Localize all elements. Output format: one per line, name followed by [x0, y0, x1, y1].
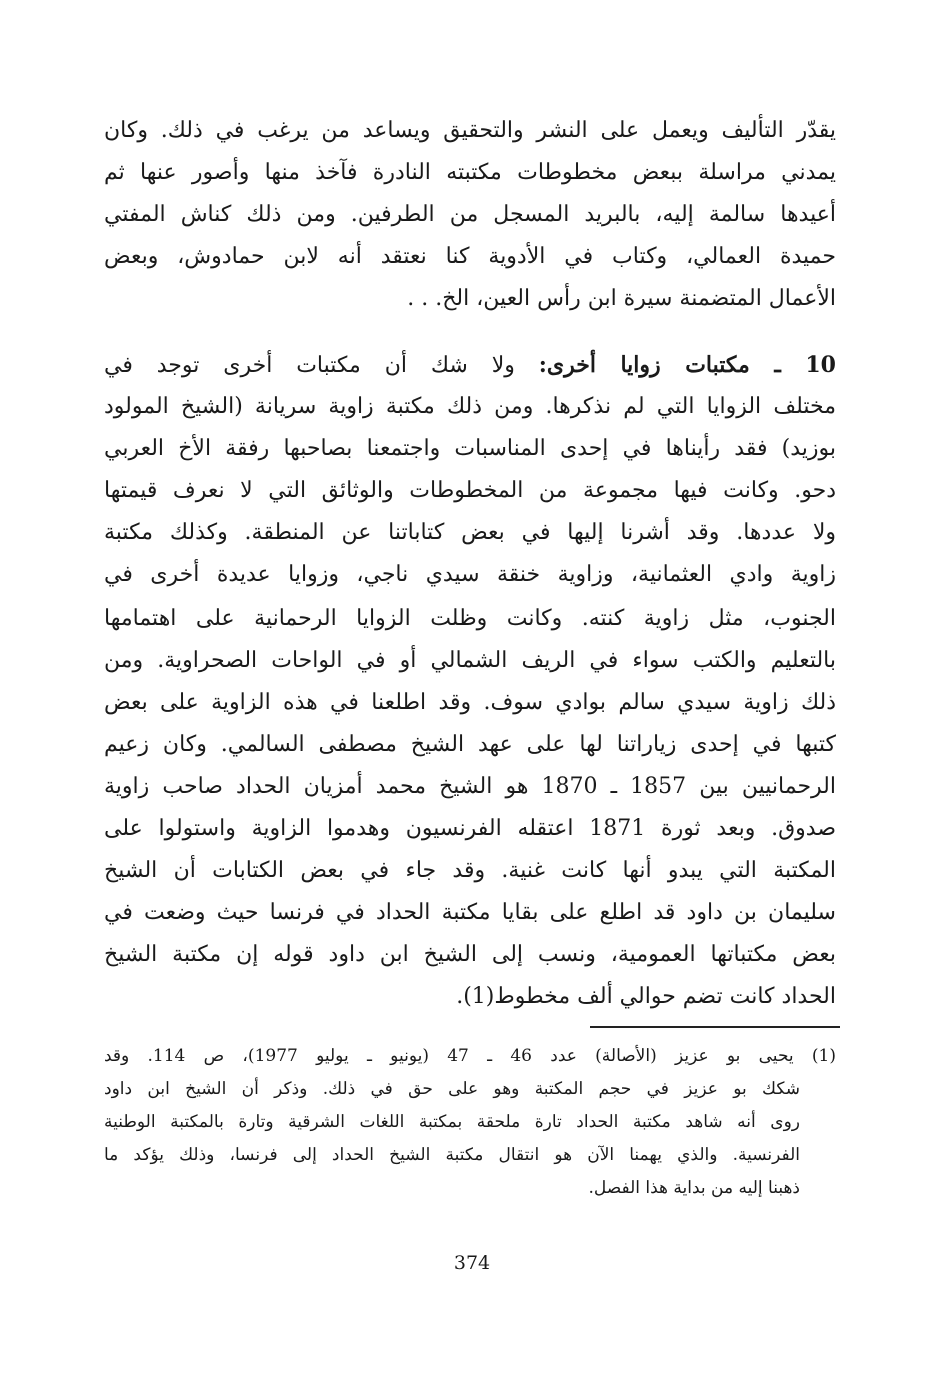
text-line: سليمان بن داود قد اطلع على بقايا مكتبة الحداد في فرنسا حيث وضعت في [104, 900, 836, 925]
text-line: المكتبة التي يبدو أنها كانت غنية. وقد جاء في بعض الكتابات أن الشيخ [104, 858, 836, 883]
page-number: 374 [453, 1252, 491, 1274]
text-line: يقدّر التأليف ويعمل على النشر والتحقيق ويساعد من يرغب في ذلك. وكان [104, 118, 836, 143]
footnote-divider [590, 1026, 840, 1028]
text-line: بوزيد) فقد رأيناها في إحدى المناسبات واجتمعنا بصاحبها رفقة الأخ العربي [104, 436, 836, 461]
text-line: أعيدها سالمة إليه، بالبريد المسجل من الطرفين. ومن ذلك كناش المفتي [104, 202, 836, 227]
paragraph-2-first-line [104, 344, 836, 386]
text-line: حميدة العمالي، وكتاب في الأدوية كنا نعتقد أنه لابن حمادوش، وبعض [104, 244, 836, 269]
footnote-line: روى أنه شاهد مكتبة الحداد تارة ملحقة بمكتبة اللغات الشرقية وتارة بالمكتبة الوطنية [104, 1112, 800, 1132]
text-line: ولا عددها. وقد أشرنا إليها في بعض كتاباتنا عن المنطقة. وكذلك مكتبة [104, 520, 836, 545]
footnote-line: ذهبنا إليه من بداية هذا الفصل. [588, 1178, 800, 1198]
text-line: الحداد كانت تضم حوالي ألف مخطوط(1). [456, 984, 836, 1009]
text-line: يمدني مراسلة ببعض مخطوطات مكتبته النادرة فآخذ منها وأصور عنها ثم [104, 160, 836, 185]
paragraph-2 [104, 344, 836, 596]
text-line: دحو. وكانت فيها مجموعة من المخطوطات والوثائق التي لا نعرف قيمتها [104, 478, 836, 503]
text-line: كتبها في إحدى زياراتنا لها على عهد الشيخ مصطفى السالمي. وكان زعيم [104, 732, 836, 757]
text-line: الأعمال المتضمنة سيرة ابن رأس العين، الخ. . . [407, 286, 836, 311]
footnote [104, 1040, 836, 1205]
footnote-line: (1) يحيى بو عزيز (الأصالة) عدد 46 ـ 47 (يونيو ـ يوليو 1977)، ص 114. وقد [104, 1046, 836, 1066]
text-line: ذلك زاوية سيدي سالم بوادي سوف. وقد اطلعنا في هذه الزاوية على بعض [104, 690, 836, 715]
text-line: الجنوب، مثل زاوية كنته. وكانت وظلت الزوايا الرحمانية على اهتمامها [104, 606, 836, 631]
section-heading: 10 ـ مكتبات زوايا أخرى: [538, 352, 836, 378]
paragraph-1 [104, 110, 836, 320]
text-line: زاوية وادي العثمانية، وزاوية خنقة سيدي ناجي، وزوايا عديدة أخرى في [104, 562, 836, 587]
paragraph-3 [104, 598, 836, 1018]
text-line: الرحمانيين بين 1857 ـ 1870 هو الشيخ محمد أمزيان الحداد صاحب زاوية [104, 774, 836, 799]
footnote-line: شكك بو عزيز في حجم المكتبة وهو على حق في ذلك. وذكر أن الشيخ ابن داود [104, 1079, 800, 1099]
text-line: مختلف الزوايا التي لم نذكرها. ومن ذلك مكتبة زاوية سريانة (الشيخ المولود [104, 394, 836, 419]
text-line: بالتعليم والكتب سواء في الريف الشمالي أو في الواحات الصحراوية. ومن [104, 648, 836, 673]
text-line: صدوق. وبعد ثورة 1871 اعتقله الفرنسيون وهدموا الزاوية واستولوا على [104, 816, 836, 841]
text-line-rest: ولا شك أن مكتبات أخرى توجد في [104, 353, 515, 378]
text-line: بعض مكتباتها العمومية، ونسب إلى الشيخ ابن داود قوله إن مكتبة الشيخ [104, 942, 836, 967]
footnote-line: الفرنسية. والذي يهمنا الآن هو انتقال مكتبة الشيخ الحداد إلى فرنسا، وذلك يؤكد ما [104, 1145, 800, 1165]
